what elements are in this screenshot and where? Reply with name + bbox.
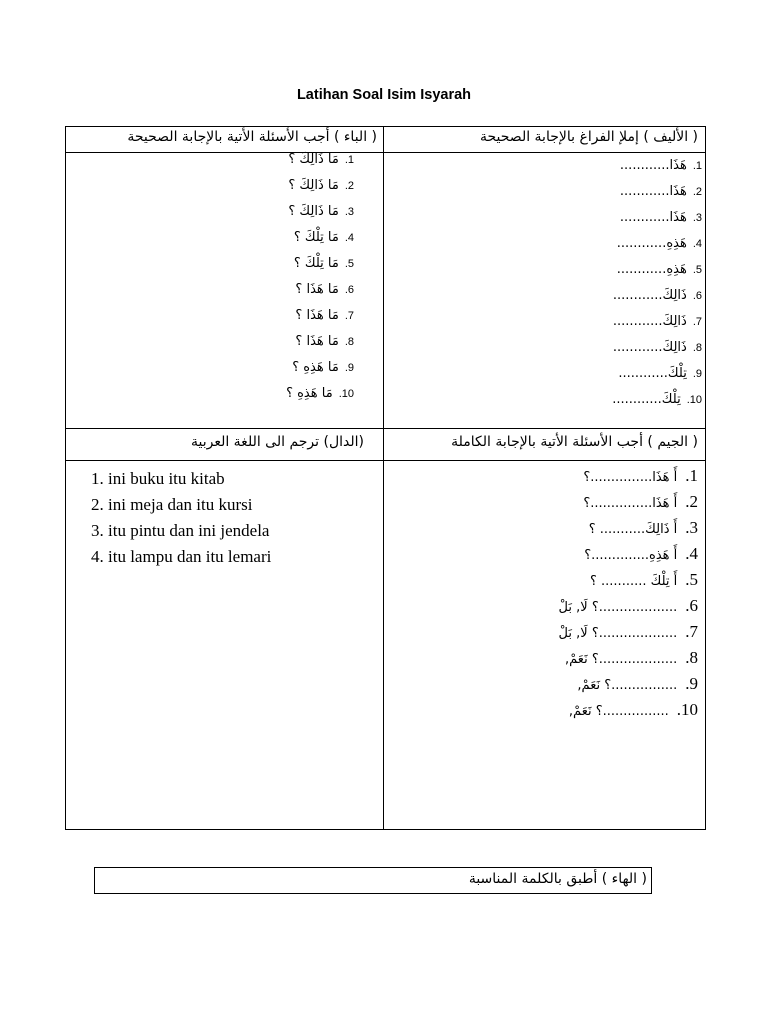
item-number: 10.: [676, 700, 698, 719]
item-number: 9.: [692, 368, 702, 380]
item-number: 5.: [685, 570, 698, 589]
section-alif-list: [402, 158, 702, 418]
item-text: أَ هَذِهِ..............؟: [584, 548, 678, 563]
item-text: أَ تِلْكَ ........... ؟: [590, 574, 678, 589]
item-number: 3.: [692, 212, 702, 224]
section-dal-header: (الدال) ترجم الى اللغة العربية: [190, 434, 364, 450]
item-number: 4.: [685, 544, 698, 563]
item-text: ................؟ نَعَمْ,: [568, 704, 669, 719]
list-item: [613, 314, 702, 329]
item-text: مَا ذَالِكَ ؟: [288, 204, 339, 219]
item-number: 8.: [344, 336, 354, 348]
item-number: 8.: [685, 648, 698, 667]
table-header-divider-bottom: [65, 460, 706, 461]
list-item: [294, 256, 354, 271]
list-item: [565, 648, 698, 668]
item-text: مَا تِلْكَ ؟: [293, 230, 339, 245]
list-item: [295, 308, 354, 323]
item-text: هَذَا............: [619, 184, 687, 199]
list-item: 1. ini buku itu kitab: [91, 469, 225, 488]
item-number: 6.: [685, 596, 698, 615]
page-title: Latihan Soal Isim Isyarah: [296, 87, 472, 103]
item-text: ذَالِكَ............: [612, 314, 687, 329]
item-text: ذَالِكَ............: [612, 288, 687, 303]
list-item: [559, 596, 698, 616]
list-item: [613, 288, 702, 303]
list-item: [584, 544, 698, 564]
list-item: [589, 518, 698, 538]
item-text: ................؟ نَعَمْ,: [577, 678, 678, 693]
item-text: أَ هَذَا...............؟: [583, 496, 678, 511]
item-number: 7.: [344, 310, 354, 322]
item-text: ...................؟ لَا, بَلْ: [558, 600, 678, 615]
section-jim-header: ( الجيم ) أجب الأسئلة الأتية بالإجابة الكاملة: [451, 434, 698, 450]
item-text: مَا ذَالِكَ ؟: [288, 178, 339, 193]
item-number: 8.: [692, 342, 702, 354]
list-item: [295, 282, 354, 297]
section-jim-list: [398, 466, 698, 736]
list-item: [292, 360, 354, 375]
item-number: 1.: [685, 466, 698, 485]
item-text: مَا تِلْكَ ؟: [293, 256, 339, 271]
item-text: أَ ذَالِكَ........... ؟: [588, 522, 678, 537]
section-ba-list: [94, 152, 354, 412]
item-number: 2.: [685, 492, 698, 511]
list-item: [583, 466, 698, 486]
list-item: [288, 204, 354, 219]
list-item: 4. itu lampu dan itu lemari: [91, 547, 272, 566]
section-ba-header: ( الباء ) أجب الأسئلة الأتية بالإجابة الصحيحة: [127, 129, 377, 145]
list-item: [288, 178, 354, 193]
list-item: [559, 622, 698, 642]
item-text: هَذَا............: [619, 210, 687, 225]
list-item: 2. ini meja dan itu kursi: [91, 495, 253, 514]
item-number: 7.: [692, 316, 702, 328]
item-number: 2.: [692, 186, 702, 198]
item-number: 4.: [692, 238, 702, 250]
list-item: [620, 210, 702, 225]
item-text: مَا هَذِهِ ؟: [286, 386, 333, 401]
item-text: تِلْكَ............: [612, 392, 681, 407]
list-item: [583, 492, 698, 512]
list-item: [288, 152, 354, 167]
item-number: 9.: [344, 362, 354, 374]
item-text: مَا هَذَا ؟: [295, 282, 339, 297]
item-text: مَا هَذَا ؟: [295, 308, 339, 323]
item-number: 4.: [344, 232, 354, 244]
list-item: [618, 366, 702, 381]
list-item: [577, 674, 698, 694]
item-text: هَذِهِ............: [616, 262, 687, 277]
item-number: 5.: [344, 258, 354, 270]
section-alif-header: ( الأليف ) إملإ الفراغ بالإجابة الصحيحة: [480, 129, 698, 145]
item-number: 10.: [686, 394, 702, 406]
list-item: [294, 230, 354, 245]
list-item: [620, 184, 702, 199]
item-number: 3.: [344, 206, 354, 218]
item-text: مَا هَذَا ؟: [295, 334, 339, 349]
item-text: هَذِهِ............: [616, 236, 687, 251]
item-number: 7.: [685, 622, 698, 641]
item-text: أَ هَذَا...............؟: [583, 470, 678, 485]
item-number: 6.: [692, 290, 702, 302]
list-item: [590, 570, 698, 590]
list-item: [295, 334, 354, 349]
list-item: [617, 262, 702, 277]
section-ha-header: ( الهاء ) أطبق بالكلمة المناسبة: [468, 871, 647, 887]
item-number: 1.: [344, 154, 354, 166]
item-number: 9.: [685, 674, 698, 693]
list-item: [286, 386, 354, 401]
list-item: [620, 158, 702, 173]
item-number: 1.: [692, 160, 702, 172]
table-column-divider: [383, 126, 384, 830]
item-text: هَذَا............: [619, 158, 687, 173]
list-item: [569, 700, 698, 720]
section-ha-box: [94, 867, 652, 894]
item-text: مَا ذَالِكَ ؟: [288, 152, 339, 167]
list-item: [612, 392, 702, 407]
item-text: ...................؟ لَا, بَلْ: [558, 626, 678, 641]
item-number: 3.: [685, 518, 698, 537]
section-dal-list: [91, 468, 271, 572]
item-number: 5.: [692, 264, 702, 276]
list-item: 3. itu pintu dan ini jendela: [91, 521, 270, 540]
item-text: مَا هَذِهِ ؟: [292, 360, 339, 375]
list-item: [617, 236, 702, 251]
item-number: 6.: [344, 284, 354, 296]
item-number: 2.: [344, 180, 354, 192]
list-item: [613, 340, 702, 355]
item-text: تِلْكَ............: [618, 366, 687, 381]
table-row-divider: [65, 428, 706, 429]
item-text: ذَالِكَ............: [612, 340, 687, 355]
item-text: ...................؟ نَعَمْ,: [565, 652, 678, 667]
item-number: 10.: [338, 388, 354, 400]
